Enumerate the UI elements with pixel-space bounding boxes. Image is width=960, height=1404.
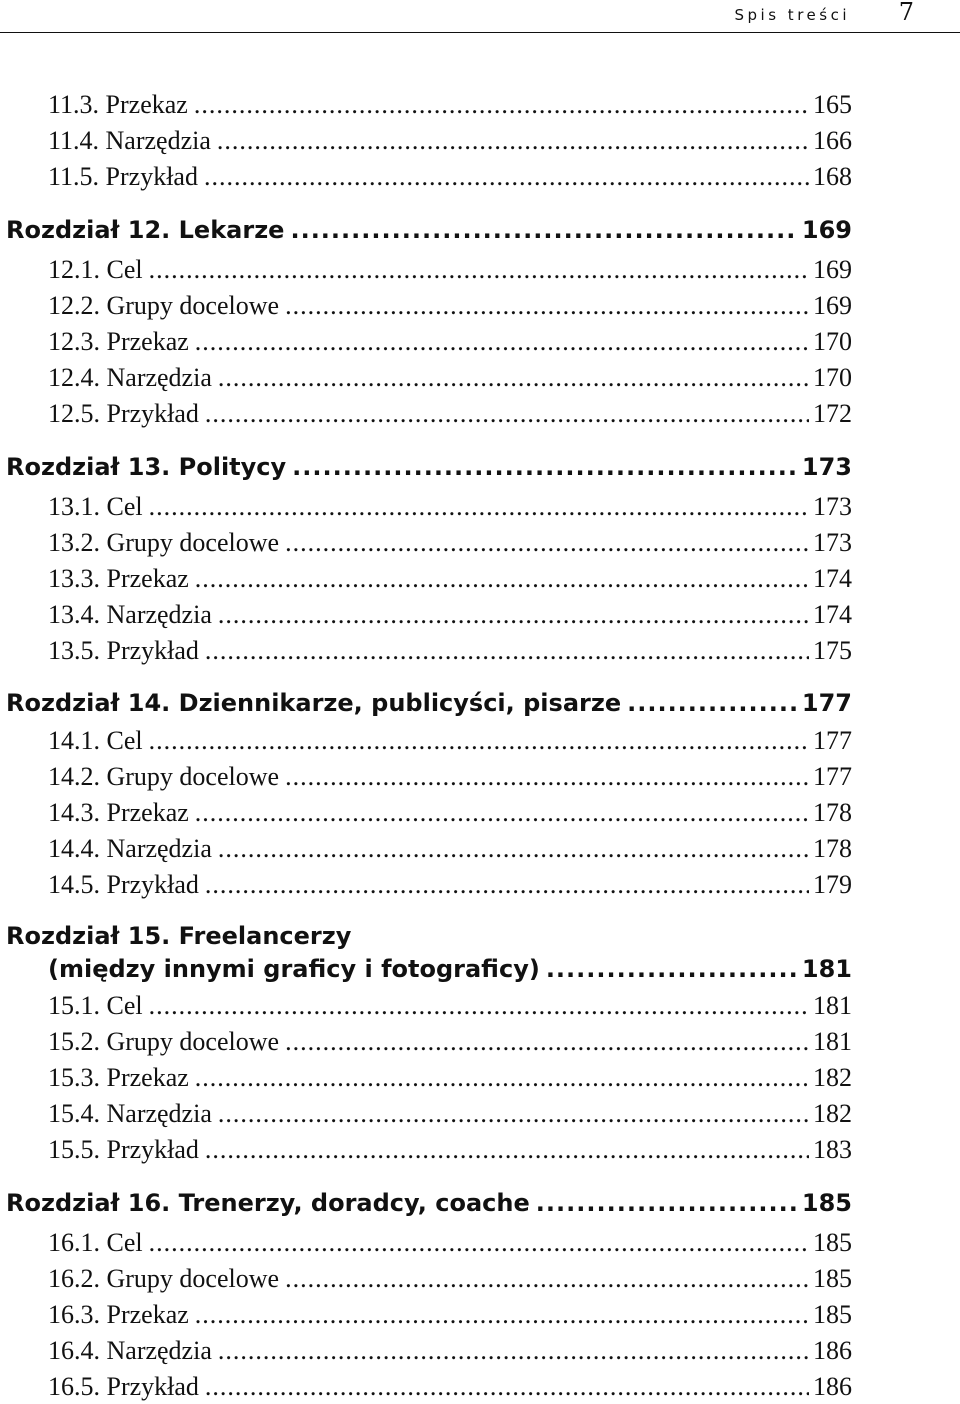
toc-chapter-label: Rozdział 12. Lekarze — [6, 216, 285, 244]
toc-entry-page: 173 — [813, 528, 852, 557]
toc-section-12-2[interactable] — [48, 291, 852, 321]
toc-section-15-2[interactable] — [48, 1027, 852, 1057]
toc-entry-label: 14.4. Narzędzia — [48, 834, 212, 863]
dot-leader — [149, 726, 809, 756]
dot-leader — [218, 600, 809, 630]
dot-leader — [149, 1228, 809, 1258]
toc-entry-page: 178 — [813, 834, 852, 863]
toc-section-15-5[interactable] — [48, 1135, 852, 1165]
toc-entry-label: 14.2. Grupy docelowe — [48, 762, 280, 791]
toc-section-11-3[interactable] — [48, 90, 852, 120]
toc-entry-label: 14.1. Cel — [48, 726, 143, 755]
toc-entry-label: 12.3. Przekaz — [48, 327, 189, 356]
toc-entry-label: 16.3. Przekaz — [48, 1300, 189, 1329]
toc-entry-label: 12.1. Cel — [48, 255, 143, 284]
dot-leader — [205, 870, 809, 900]
toc-entry-page: 183 — [813, 1135, 852, 1164]
toc-entry-page: 181 — [813, 1027, 852, 1056]
toc-entry-page: 174 — [813, 564, 852, 593]
toc-entry-label: 15.5. Przykład — [48, 1135, 199, 1164]
toc-chapter-14[interactable] — [6, 689, 852, 717]
toc-chapter-page: 169 — [801, 216, 852, 244]
toc-entry-page: 174 — [813, 600, 852, 629]
toc-chapter-16[interactable] — [6, 1189, 852, 1217]
toc-section-14-3[interactable] — [48, 798, 852, 828]
dot-leader — [194, 90, 809, 120]
toc-chapter-13[interactable] — [6, 453, 852, 481]
toc-entry-page: 186 — [813, 1372, 852, 1401]
toc-section-14-2[interactable] — [48, 762, 852, 792]
dot-leader — [218, 1336, 809, 1366]
dot-leader — [285, 291, 809, 321]
toc-entry-label: 15.1. Cel — [48, 991, 143, 1020]
toc-section-16-4[interactable] — [48, 1336, 852, 1366]
toc-entry-page: 169 — [813, 291, 852, 320]
toc-entry-page: 177 — [813, 726, 852, 755]
dot-leader — [290, 216, 797, 244]
toc-section-13-2[interactable] — [48, 528, 852, 558]
toc-chapter-12[interactable] — [6, 216, 852, 244]
page-number: 7 — [898, 0, 914, 26]
toc-entry-page: 182 — [813, 1063, 852, 1092]
dot-leader — [149, 991, 809, 1021]
toc-entry-label: 16.1. Cel — [48, 1228, 143, 1257]
toc-entry-page: 172 — [813, 399, 852, 428]
toc-section-16-3[interactable] — [48, 1300, 852, 1330]
toc-entry-label: 15.2. Grupy docelowe — [48, 1027, 280, 1056]
toc-entry-label: 16.4. Narzędzia — [48, 1336, 212, 1365]
toc-entry-page: 169 — [813, 255, 852, 284]
toc-entry-page: 166 — [813, 126, 852, 155]
dot-leader — [205, 399, 809, 429]
toc-entry-label: 11.3. Przekaz — [48, 90, 188, 119]
dot-leader — [285, 1264, 809, 1294]
toc-entry-page: 178 — [813, 798, 852, 827]
toc-entry-label: 11.4. Narzędzia — [48, 126, 211, 155]
toc-section-14-1[interactable] — [48, 726, 852, 756]
toc-chapter-page: 177 — [801, 689, 852, 717]
toc-section-13-4[interactable] — [48, 600, 852, 630]
toc-chapter-label: Rozdział 13. Politycy — [6, 453, 287, 481]
toc-entry-label: 14.5. Przykład — [48, 870, 199, 899]
toc-entry-page: 175 — [813, 636, 852, 665]
toc-section-15-4[interactable] — [48, 1099, 852, 1129]
toc-section-12-3[interactable] — [48, 327, 852, 357]
toc-entry-label: 16.2. Grupy docelowe — [48, 1264, 280, 1293]
toc-entry-page: 181 — [813, 991, 852, 1020]
toc-entry-label: 16.5. Przykład — [48, 1372, 199, 1401]
toc-entry-label: 12.5. Przykład — [48, 399, 199, 428]
dot-leader — [195, 1063, 809, 1093]
dot-leader — [218, 834, 809, 864]
toc-section-12-5[interactable] — [48, 399, 852, 429]
toc-section-13-3[interactable] — [48, 564, 852, 594]
dot-leader — [204, 162, 809, 192]
toc-section-12-4[interactable] — [48, 363, 852, 393]
toc-entry-page: 185 — [813, 1300, 852, 1329]
dot-leader — [217, 126, 809, 156]
toc-section-12-1[interactable] — [48, 255, 852, 285]
dot-leader — [218, 363, 809, 393]
dot-leader — [292, 453, 798, 481]
toc-entry-page: 185 — [813, 1264, 852, 1293]
toc-entry-page: 170 — [813, 327, 852, 356]
toc-section-14-5[interactable] — [48, 870, 852, 900]
dot-leader — [149, 492, 809, 522]
dot-leader — [205, 1372, 809, 1402]
dot-leader — [218, 1099, 809, 1129]
toc-section-16-2[interactable] — [48, 1264, 852, 1294]
running-header-title: Spis treści — [734, 6, 850, 24]
toc-entry-page: 186 — [813, 1336, 852, 1365]
toc-entry-label: 13.4. Narzędzia — [48, 600, 212, 629]
toc-entry-label: 14.3. Przekaz — [48, 798, 189, 827]
toc-chapter-15-first-line[interactable]: Rozdział 15. Freelancerzy — [6, 922, 352, 950]
dot-leader — [536, 1189, 798, 1217]
toc-entry-label: 13.2. Grupy docelowe — [48, 528, 280, 557]
toc-section-16-1[interactable] — [48, 1228, 852, 1258]
toc-chapter-page: 185 — [801, 1189, 852, 1217]
toc-chapter-label: (między innymi graficy i fotograficy) — [48, 955, 540, 983]
dot-leader — [149, 255, 809, 285]
toc-chapter-page: 173 — [801, 453, 852, 481]
toc-section-14-4[interactable] — [48, 834, 852, 864]
toc-entry-label: 13.3. Przekaz — [48, 564, 189, 593]
toc-entry-label: 15.4. Narzędzia — [48, 1099, 212, 1128]
toc-entry-page: 165 — [813, 90, 852, 119]
dot-leader — [205, 636, 809, 666]
toc-chapter-label: Rozdział 16. Trenerzy, doradcy, coache — [6, 1189, 530, 1217]
toc-entry-label: 15.3. Przekaz — [48, 1063, 189, 1092]
toc-entry-page: 179 — [813, 870, 852, 899]
toc-chapter-page: 181 — [801, 955, 852, 983]
toc-entry-page: 173 — [813, 492, 852, 521]
dot-leader — [195, 327, 809, 357]
toc-entry-label: 11.5. Przykład — [48, 162, 198, 191]
toc-chapter-label: Rozdział 14. Dziennikarze, publicyści, pisarze — [6, 689, 622, 717]
toc-entry-page: 185 — [813, 1228, 852, 1257]
dot-leader — [285, 528, 809, 558]
toc-entry-page: 170 — [813, 363, 852, 392]
toc-entry-page: 177 — [813, 762, 852, 791]
toc-entry-label: 12.4. Narzędzia — [48, 363, 212, 392]
dot-leader — [195, 1300, 809, 1330]
dot-leader — [285, 1027, 809, 1057]
toc-section-13-5[interactable] — [48, 636, 852, 666]
toc-entry-label: 13.5. Przykład — [48, 636, 199, 665]
toc-entry-page: 168 — [813, 162, 852, 191]
toc-section-16-5[interactable] — [48, 1372, 852, 1402]
toc-entry-page: 182 — [813, 1099, 852, 1128]
toc-section-15-1[interactable] — [48, 991, 852, 1021]
dot-leader — [546, 955, 798, 983]
toc-section-13-1[interactable] — [48, 492, 852, 522]
toc-entry-label: 12.2. Grupy docelowe — [48, 291, 280, 320]
dot-leader — [195, 798, 809, 828]
dot-leader — [205, 1135, 809, 1165]
toc-section-15-3[interactable] — [48, 1063, 852, 1093]
dot-leader — [195, 564, 809, 594]
toc-section-11-5[interactable] — [48, 162, 852, 192]
dot-leader — [627, 689, 798, 717]
dot-leader — [285, 762, 809, 792]
toc-chapter-15[interactable] — [48, 955, 852, 983]
toc-section-11-4[interactable] — [48, 126, 852, 156]
toc-entry-label: 13.1. Cel — [48, 492, 143, 521]
